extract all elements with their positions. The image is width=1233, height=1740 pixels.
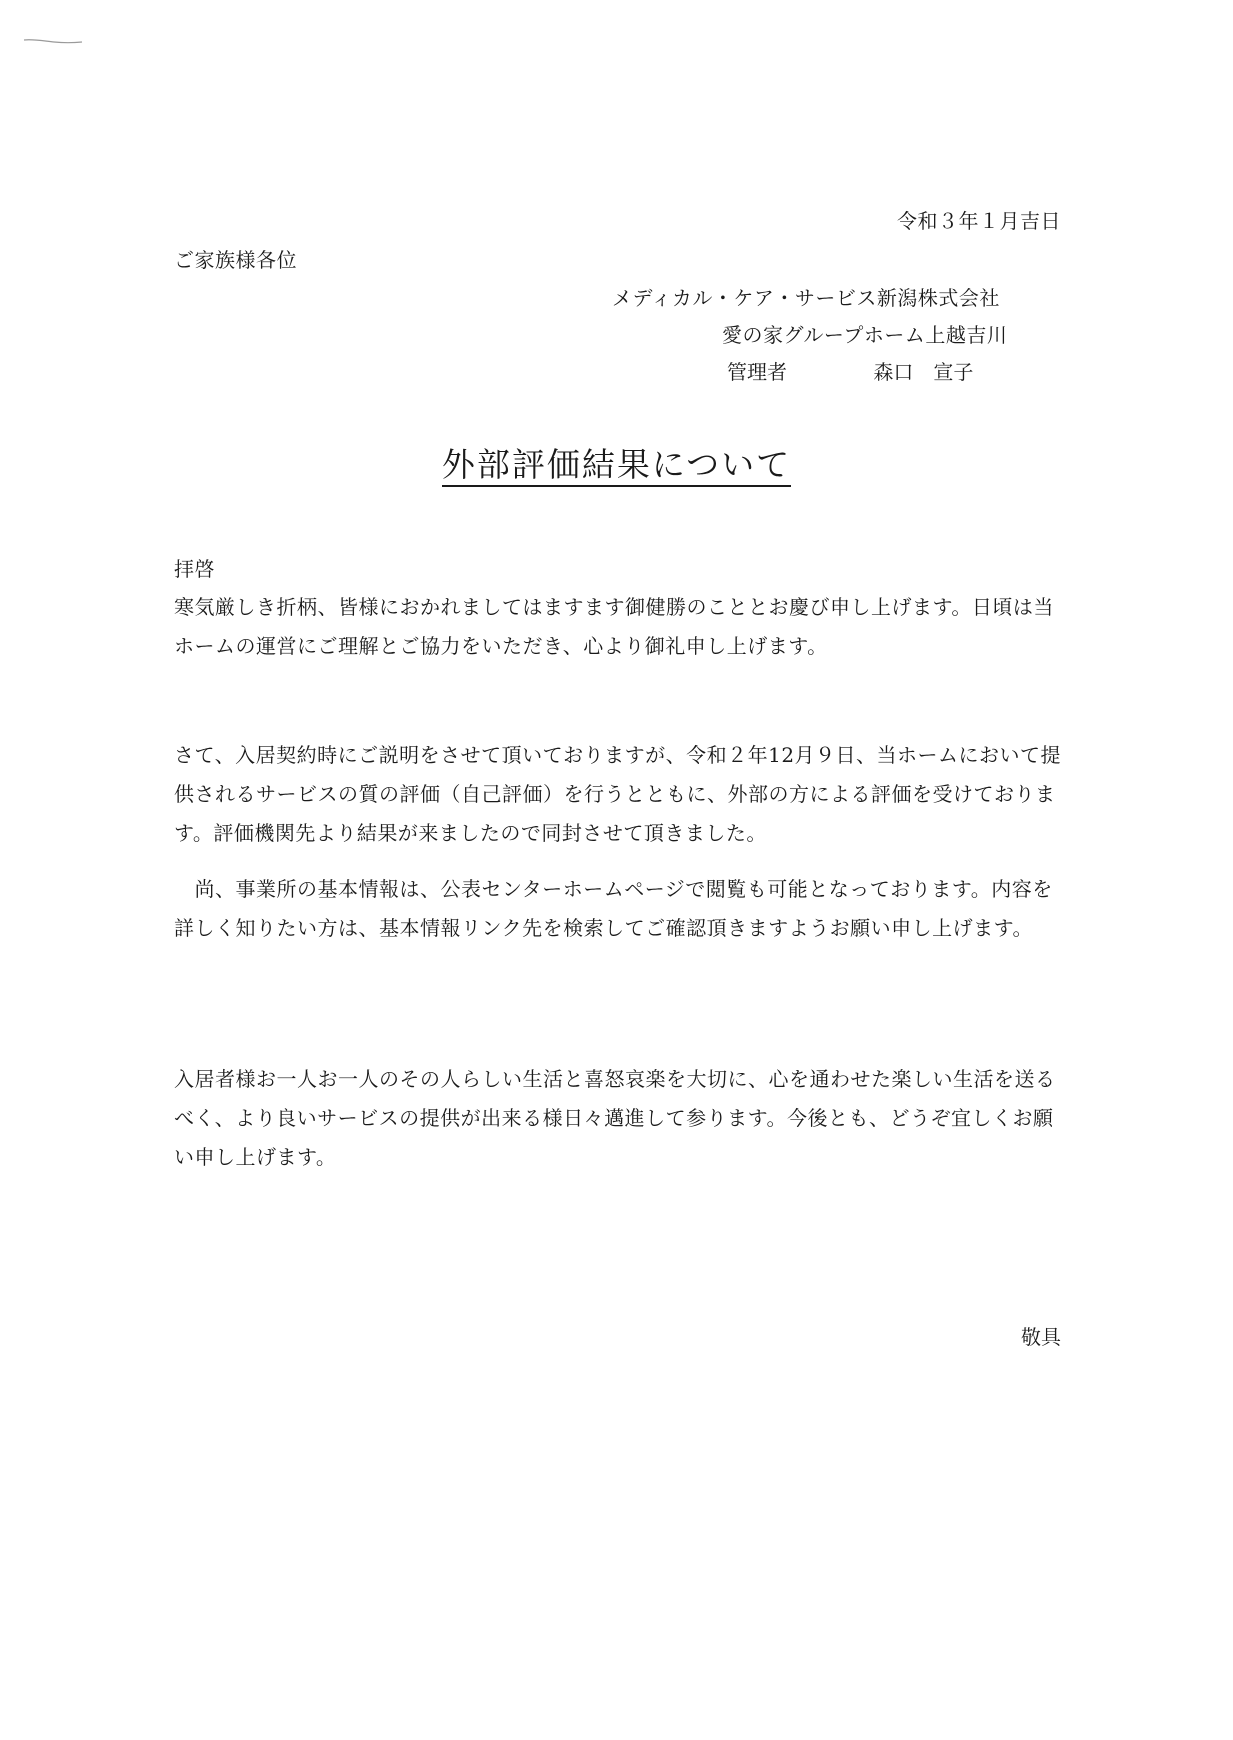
manager-title: 管理者 <box>727 360 787 384</box>
salutation: 拝啓 <box>174 557 215 581</box>
manager-name: 森口 宣子 <box>873 360 974 384</box>
letter-date: 令和３年１月吉日 <box>897 209 1061 233</box>
sender-company: メディカル・ケア・サービス新潟株式会社 <box>612 286 1000 310</box>
closing-paragraph: 入居者様お一人お一人のその人らしい生活と喜怒哀楽を大切に、心を通わせた楽しい生活を送るべく、より良いサービスの提供が出来る様日々邁進して参ります。今後とも、どうぞ宜しくお願い申し上げます。 <box>174 1067 1056 1169</box>
closing-word: 敬具 <box>1021 1325 1061 1349</box>
recipient: ご家族様各位 <box>174 248 297 272</box>
sender-manager <box>727 362 973 382</box>
document-title <box>0 445 1233 487</box>
greeting-paragraph: 寒気厳しき折柄、皆様におかれましてはますます御健勝のこととお慶び申し上げます。日頃は当ホームの運営にご理解とご協力をいただき、心より御礼申し上げます。 <box>174 595 1054 658</box>
sender-facility: 愛の家グループホーム上越吉川 <box>722 323 1008 347</box>
scan-artifact-mark <box>22 36 84 46</box>
document-title-text: 外部評価結果について <box>442 448 791 487</box>
main-paragraph: さて、入居契約時にご説明をさせて頂いておりますが、令和２年12月９日、当ホームにおいて提供されるサービスの質の評価（自己評価）を行うとともに、外部の方による評価を受けております。評価機関先より結果が来ましたので同封させて頂きました。 <box>174 743 1062 845</box>
info-paragraph: 尚、事業所の基本情報は、公表センターホームページで閲覧も可能となっております。内容を詳しく知りたい方は、基本情報リンク先を検索してご確認頂きますようお願い申し上げます。 <box>174 877 1053 940</box>
